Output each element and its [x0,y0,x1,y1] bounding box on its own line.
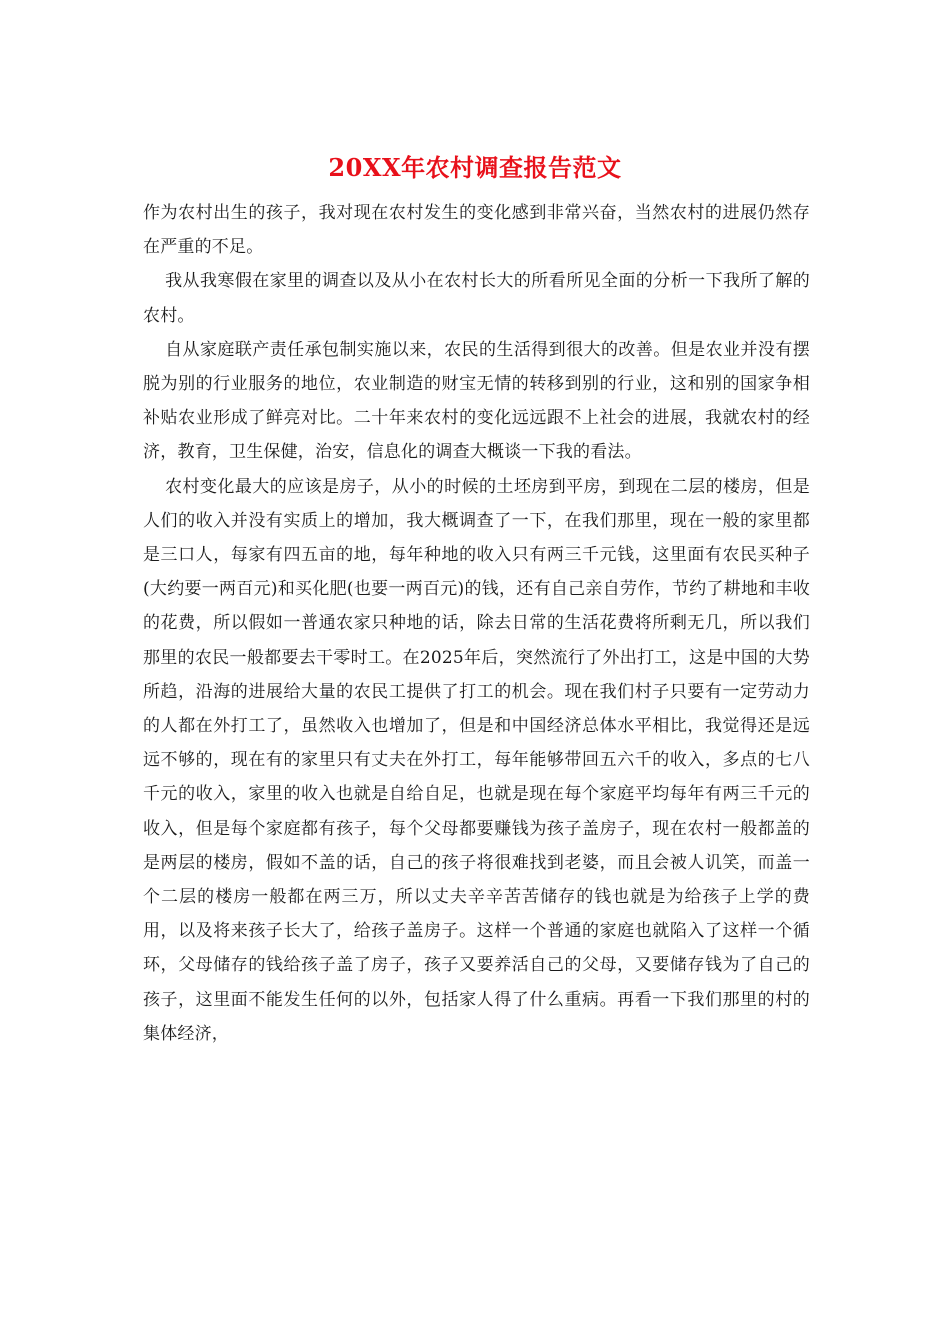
paragraph-2: 我从我寒假在家里的调查以及从小在农村长大的所看所见全面的分析一下我所了解的农村。 [143,271,810,326]
document-body [143,196,810,1051]
paragraph-3: 自从家庭联产责任承包制实施以来，农民的生活得到很大的改善。但是农业并没有摆脱为别的行业服务的地位，农业制造的财宝无情的转移到别的行业，这和别的国家争相补贴农业形成了鲜亮对比。二十年来农村的变化远远跟不上社会的进展，我就农村的经济，教育，卫生保健，治安，信息化的调查大概谈一下我的看法。 [143,339,810,463]
paragraph-4: 农村变化最大的应该是房子，从小的时候的土坯房到平房，到现在二层的楼房，但是人们的收入并没有实质上的增加，我大概调查了一下，在我们那里，现在一般的家里都是三口人，每家有四五亩的地，每年种地的收入只有两三千元钱，这里面有农民买种子(大约要一两百元)和买化肥(也要一两百元)的钱，还有自己亲自劳作，节约了耕地和丰收的花费，所以假如一普通农家只种地的话，除去日常的生活花费将所剩无几，所以我们那里的农民一般都要去干零时工。在2025年后，突然流行了外出打工，这是中国的大势所趋，沿海的进展给大量的农民工提供了打工的机会。现在我们村子只要有一定劳动力的人都在外打工了，虽然收入也增加了，但是和中国经济总体水平相比，我觉得还是远远不够的，现在有的家里只有丈夫在外打工，每年能够带回五六千的收入，多点的七八千元的收入，家里的收入也就是自给自足，也就是现在每个家庭平均每年有两三千元的收入，但是每个家庭都有孩子，每个父母都要赚钱为孩子盖房子，现在农村一般都盖的是两层的楼房，假如不盖的话，自己的孩子将很难找到老婆，而且会被人讥笑，而盖一个二层的楼房一般都在两三万，所以丈夫辛辛苦苦储存的钱也就是为给孩子上学的费用，以及将来孩子长大了，给孩子盖房子。这样一个普通的家庭也就陷入了这样一个循环，父母储存的钱给孩子盖了房子，孩子又要养活自己的父母，又要储存钱为了自己的孩子，这里面不能发生任何的以外，包括家人得了什么重病。再看一下我们那里的村的集体经济， [143,476,810,1044]
paragraph-1: 作为农村出生的孩子，我对现在农村发生的变化感到非常兴奋，当然农村的进展仍然存在严重的不足。 [143,203,810,258]
document-title: 20XX年农村调查报告范文 [328,153,622,182]
